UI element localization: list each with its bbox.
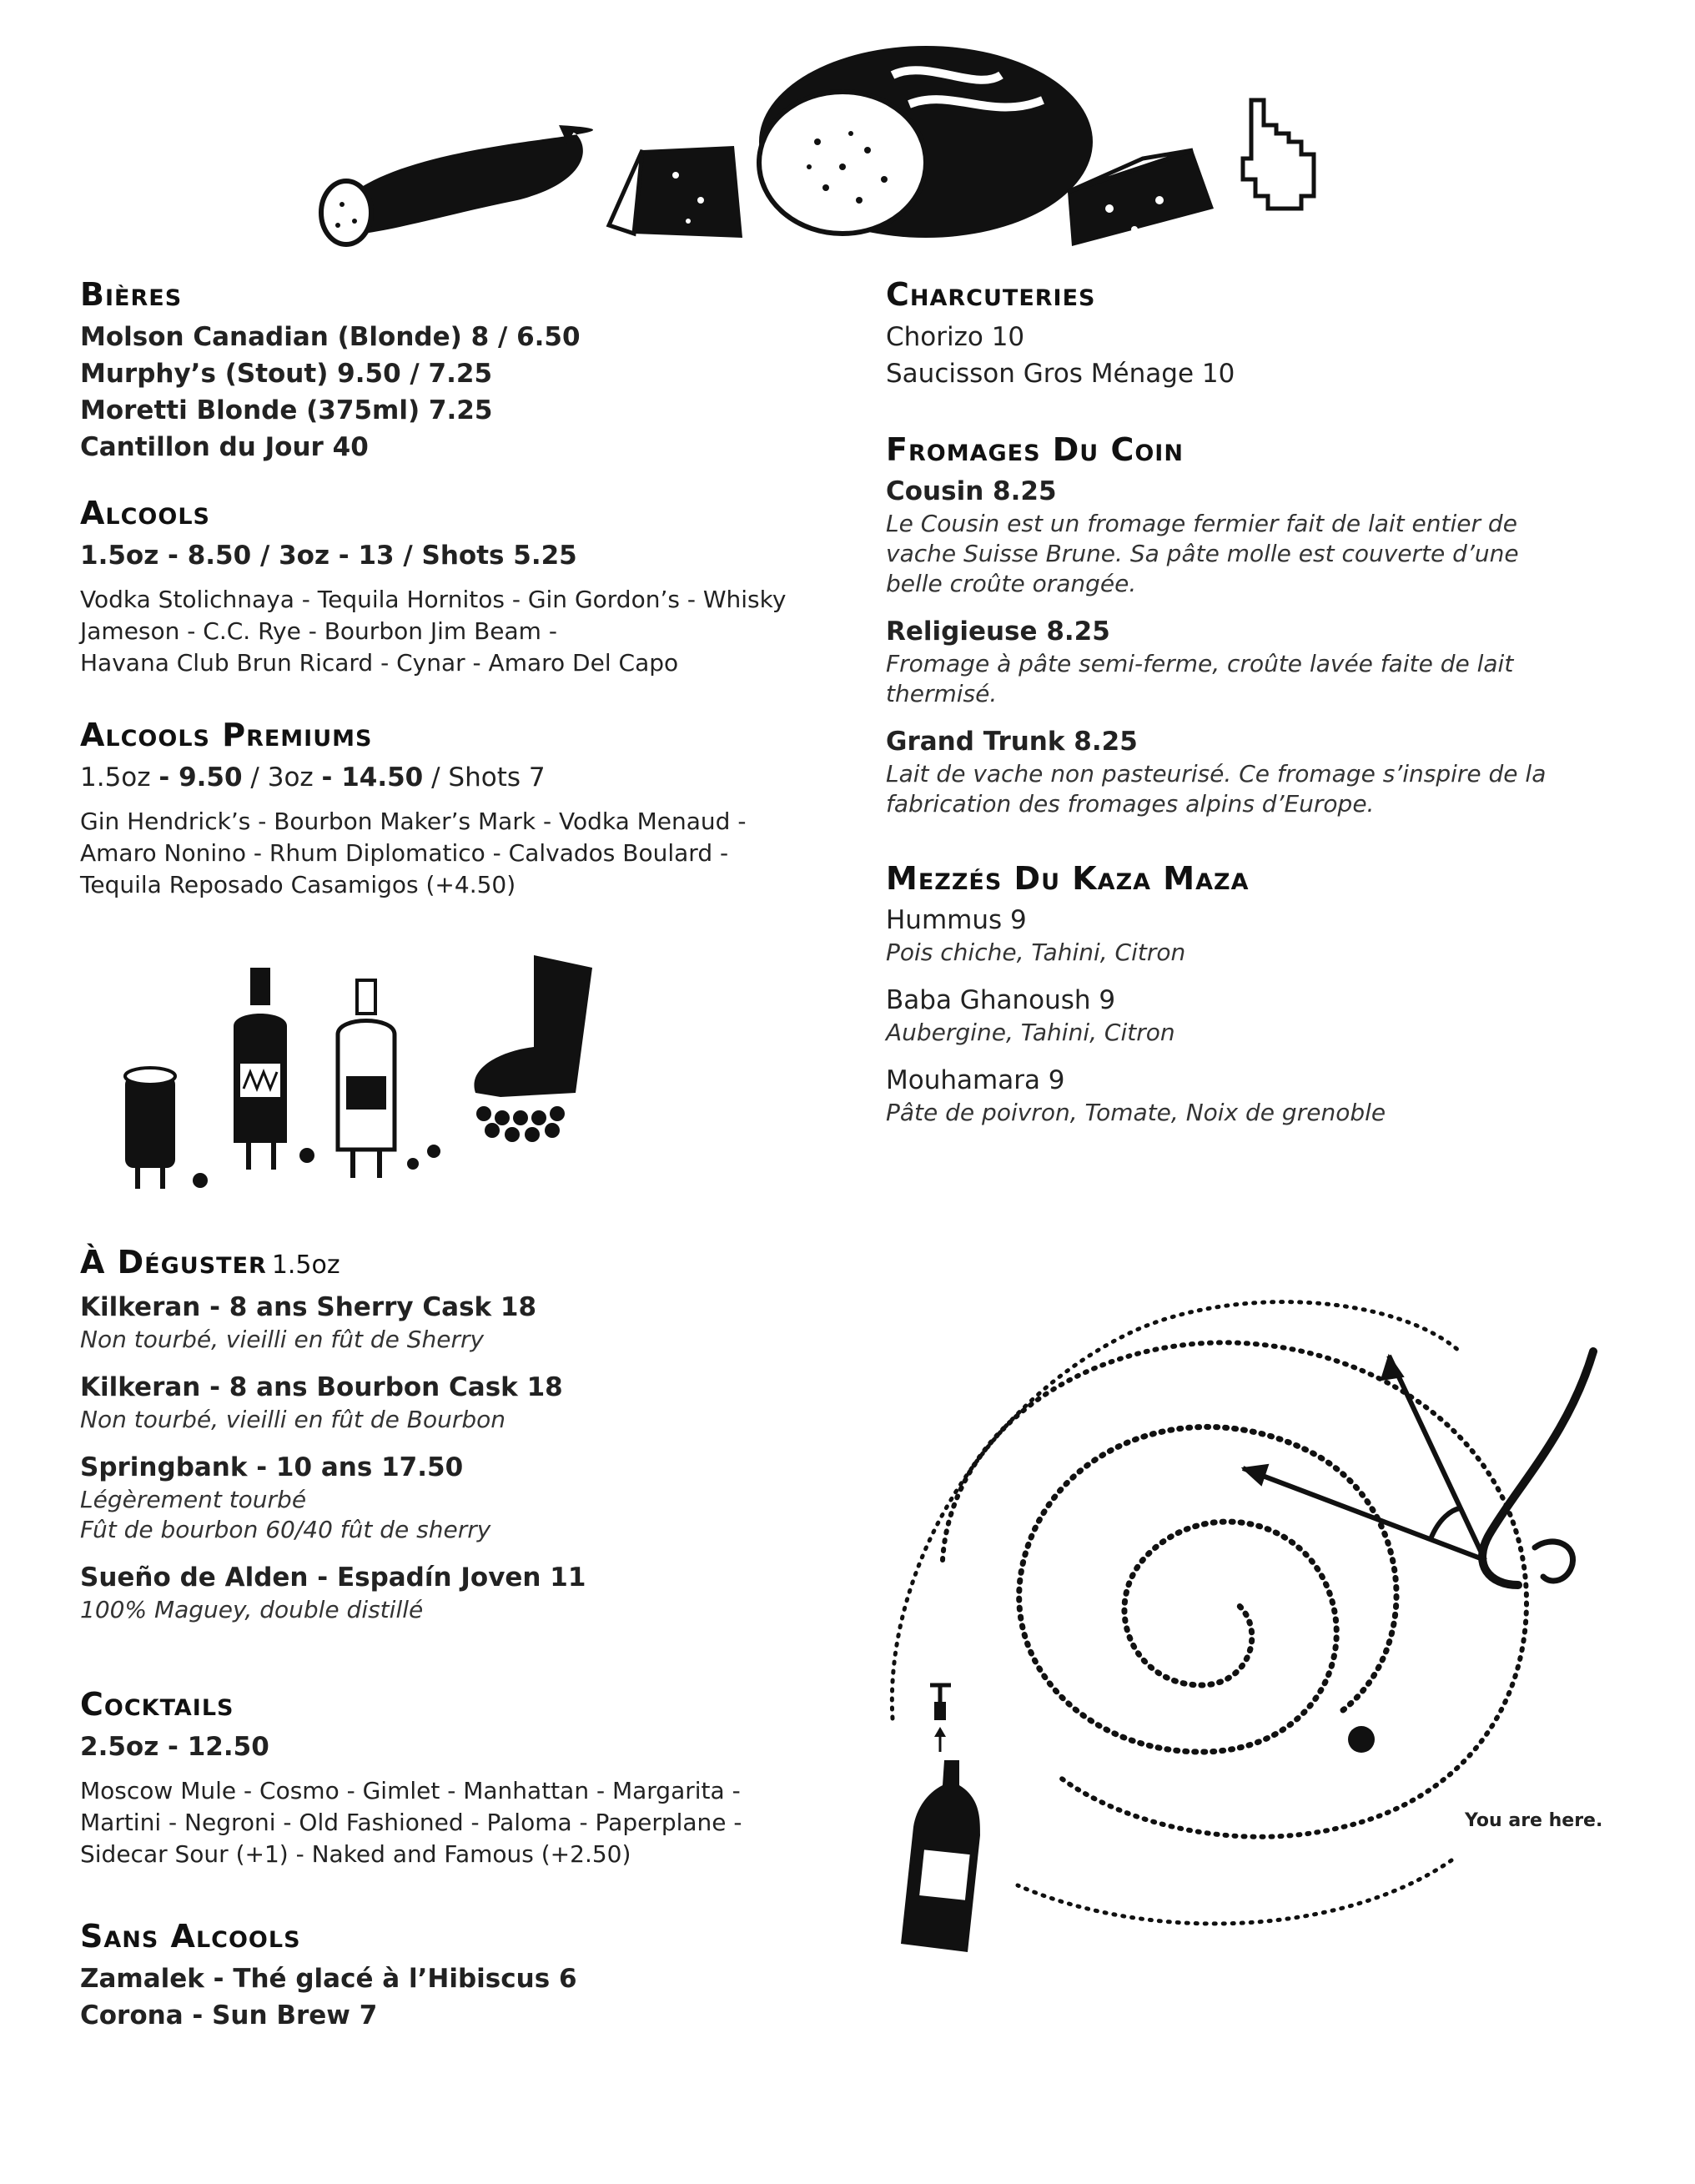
price-part: - 9.50 [158, 762, 243, 793]
you-are-here-caption: You are here. [1465, 1810, 1603, 1831]
you-are-here-dot [1348, 1726, 1375, 1753]
menu-item: Molson Canadian (Blonde) 8 / 6.50 [80, 322, 581, 352]
section-mezzes [886, 859, 1620, 1143]
item-desc: Fût de bourbon 60/40 fût de sherry [80, 1516, 491, 1543]
list-line: Jameson - C.C. Rye - Bourbon Jim Beam - [80, 617, 557, 645]
list-item [886, 983, 1620, 1048]
section-bieres [80, 275, 848, 465]
section-sans-alcools [80, 1917, 848, 2034]
list-line: Moscow Mule - Cosmo - Gimlet - Manhattan - Margarita - [80, 1777, 741, 1804]
sausage-icon [321, 125, 593, 244]
nose-icon [1482, 1351, 1593, 1585]
item-desc: Non tourbé, vieilli en fût de Bourbon [80, 1406, 505, 1433]
list-item [80, 1370, 848, 1435]
menu-item: Cantillon du Jour 40 [80, 432, 369, 462]
item-desc: belle croûte orangée. [886, 570, 1137, 597]
item-name: Kilkeran - 8 ans Bourbon Cask 18 [80, 1372, 563, 1402]
item-desc: Aubergine, Tahini, Citron [886, 1019, 1175, 1046]
wine-bottle-corkscrew-icon [901, 1685, 980, 1952]
section-charcuteries [886, 275, 1620, 392]
can-icon [125, 1068, 208, 1189]
price-part: / 3oz [242, 762, 322, 793]
list-item [886, 1063, 1620, 1128]
galaxy-spiral [892, 1302, 1527, 1924]
menu-item: Zamalek - Thé glacé à l’Hibiscus 6 [80, 1964, 577, 1994]
arrows-icon [1243, 1356, 1485, 1560]
section-title: Fromages Du Coin [886, 431, 1184, 468]
menu-item: Saucisson Gros Ménage 10 [886, 359, 1235, 389]
section-unit: 1.5oz [271, 1251, 340, 1280]
section-title: Sans Alcools [80, 1918, 301, 1955]
item-name: Springbank - 10 ans 17.50 [80, 1452, 464, 1482]
list-line: Amaro Nonino - Rhum Diplomatico - Calvados Boulard - [80, 839, 729, 867]
list-line: Vodka Stolichnaya - Tequila Hornitos - Gin Gordon’s - Whisky [80, 586, 787, 613]
cheese-wedge-icon [609, 146, 742, 238]
list-item [886, 614, 1620, 709]
boot-icon [474, 955, 592, 1142]
item-desc: Pâte de poivron, Tomate, Noix de grenoble [886, 1099, 1386, 1126]
list-item [886, 474, 1620, 599]
item-desc: Non tourbé, vieilli en fût de Sherry [80, 1326, 485, 1353]
section-title: Alcools [80, 495, 210, 531]
item-name: Baba Ghanoush 9 [886, 985, 1116, 1015]
section-title: Mezzés Du Kaza Maza [886, 860, 1250, 897]
list-item [80, 1290, 848, 1355]
item-desc: vache Suisse Brune. Sa pâte molle est couverte d’une [886, 540, 1519, 567]
list-line: Martini - Negroni - Old Fashioned - Paloma - Paperplane - [80, 1809, 742, 1836]
cheese-slice-icon [1068, 150, 1214, 246]
list-line: Gin Hendrick’s - Bourbon Maker’s Mark - Vodka Menaud - [80, 808, 747, 835]
item-desc: Lait de vache non pasteurisé. Ce fromage s’inspire de la [886, 760, 1547, 788]
section-title: Alcools Premiums [80, 717, 373, 753]
item-name: Hummus 9 [886, 905, 1027, 935]
menu-item: Chorizo 10 [886, 322, 1025, 352]
item-desc: Pois chiche, Tahini, Citron [886, 939, 1186, 966]
bread-icon [759, 46, 1093, 238]
menu-item: Moretti Blonde (375ml) 7.25 [80, 395, 493, 425]
item-name: Mouhamara 9 [886, 1065, 1065, 1095]
food-illustration [309, 42, 1376, 259]
section-fromages [886, 430, 1620, 834]
galaxy-illustration [876, 1285, 1627, 1969]
list-item [80, 1560, 848, 1625]
menu-item: Murphy’s (Stout) 9.50 / 7.25 [80, 359, 493, 389]
price-line [80, 759, 848, 796]
section-premiums [80, 716, 848, 901]
item-name: Sueño de Alden - Espadín Joven 11 [80, 1563, 586, 1593]
section-title-text: À Déguster [80, 1244, 267, 1281]
list-line: Havana Club Brun Ricard - Cynar - Amaro Del Capo [80, 649, 679, 677]
item-desc: fabrication des fromages alpins d’Europe. [886, 790, 1375, 818]
item-name: Religieuse 8.25 [886, 616, 1110, 647]
section-title [80, 1243, 848, 1285]
list-item [886, 724, 1620, 819]
list-line: Sidecar Sour (+1) - Naked and Famous (+2.50) [80, 1840, 631, 1868]
section-title: Bières [80, 276, 183, 313]
item-name: Cousin 8.25 [886, 476, 1057, 506]
price-line: 2.5oz - 12.50 [80, 1732, 269, 1762]
section-title: Cocktails [80, 1686, 234, 1723]
item-desc: Fromage à pâte semi-ferme, croûte lavée faite de lait [886, 650, 1514, 677]
section-cocktails [80, 1685, 848, 1870]
section-title: Charcuteries [886, 276, 1096, 313]
list-item [80, 1450, 848, 1545]
hand-cursor-icon [1243, 100, 1314, 209]
price-part: / Shots 7 [423, 762, 546, 793]
item-name: Kilkeran - 8 ans Sherry Cask 18 [80, 1292, 537, 1322]
item-desc: Le Cousin est un fromage fermier fait de lait entier de [886, 510, 1517, 537]
price-part: 1.5oz [80, 762, 159, 793]
section-deguster [80, 1243, 848, 1640]
list-item [886, 903, 1620, 968]
list-line: Tequila Reposado Casamigos (+4.50) [80, 871, 516, 898]
item-desc: Légèrement tourbé [80, 1486, 307, 1513]
item-desc: thermisé. [886, 680, 998, 707]
wine-bottle-icon [234, 968, 314, 1170]
price-line: 1.5oz - 8.50 / 3oz - 13 / Shots 5.25 [80, 541, 577, 571]
price-part: - 14.50 [321, 762, 424, 793]
white-bottle-icon [338, 980, 440, 1178]
item-name: Grand Trunk 8.25 [886, 727, 1138, 757]
section-alcools [80, 494, 848, 679]
menu-item: Corona - Sun Brew 7 [80, 2000, 378, 2031]
bottles-illustration [117, 951, 667, 1201]
item-desc: 100% Maguey, double distillé [80, 1596, 424, 1623]
